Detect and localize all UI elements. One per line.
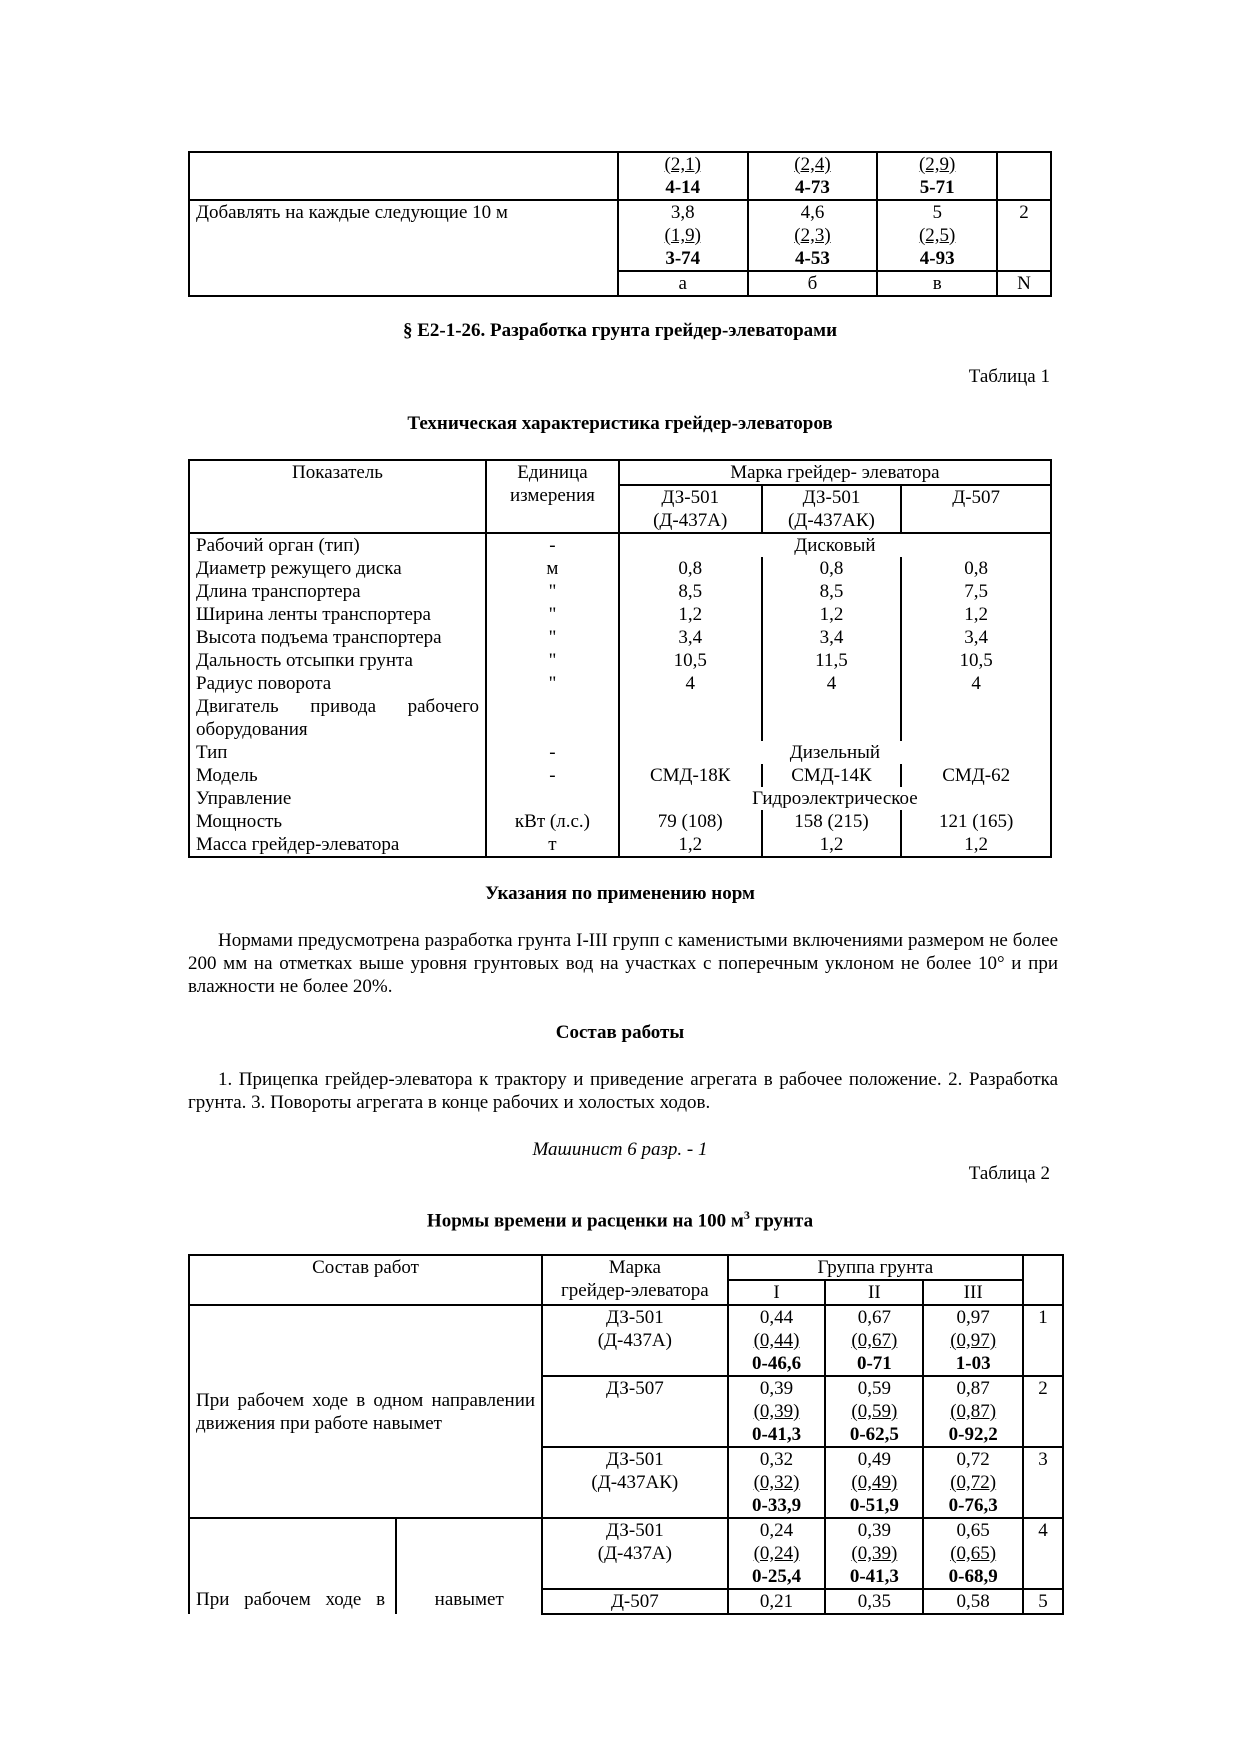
value-cell: 11,5: [762, 649, 902, 672]
table1-title: Техническая характеристика грейдер-элеваторов: [407, 413, 833, 434]
value-cell: 158 (215): [762, 810, 902, 833]
unit-cell: ": [486, 626, 619, 649]
header-brand: Марка грейдер- элеватора: [619, 460, 1051, 485]
param-cell: Модель: [189, 764, 486, 787]
brand-cell: ДЗ-501 (Д-437А): [542, 1518, 728, 1589]
param-cell: Мощность: [189, 810, 486, 833]
norm-cell: 0,44 (0,44) 0-46,6: [728, 1305, 826, 1376]
norm-cell: 0,58: [923, 1589, 1023, 1614]
param-cell: Рабочий орган (тип): [189, 533, 486, 557]
table-row: [189, 833, 1051, 857]
row-number: 1: [1023, 1305, 1063, 1376]
param-cell: Тип: [189, 741, 486, 764]
unit-cell: -: [486, 764, 619, 787]
brand-cell: Д-507: [542, 1589, 728, 1614]
norm-cell: 0,32 (0,32) 0-33,9: [728, 1447, 826, 1518]
unit-cell: ": [486, 580, 619, 603]
unit-cell: [486, 787, 619, 810]
unit-cell: [486, 695, 619, 741]
brand-cell: ДЗ-501 (Д-437АК): [542, 1447, 728, 1518]
value-cell: 8,5: [619, 580, 762, 603]
row-number: 5: [1023, 1589, 1063, 1614]
unit-cell: -: [486, 533, 619, 557]
value-cell: 0,8: [901, 557, 1051, 580]
guide-title: Указания по применению норм: [485, 883, 755, 904]
table-row: [189, 695, 1051, 741]
table-footer-row: а б в N: [189, 271, 1051, 296]
param-cell: Высота подъема транспортера: [189, 626, 486, 649]
value-cell: Дизельный: [619, 741, 1051, 764]
row-number: 4: [1023, 1518, 1063, 1589]
header-work: Состав работ: [189, 1255, 542, 1305]
value-cell: 1,2: [619, 603, 762, 626]
norm-cell: 0,87 (0,87) 0-92,2: [923, 1376, 1023, 1447]
table-row: Добавлять на каждые следующие 10 м 3,8 (1,9) 3-74 4,6 (2,3) 4-53 5 (2,5) 4-93 2: [189, 200, 1051, 271]
work-text: 1. Прицепка грейдер-элеватора к трактору и приведение агрегата в рабочее положение. 2. Разработка грунта. 3. Повороты агрегата в конце рабочих и холостых ходов.: [188, 1069, 1058, 1113]
param-cell: Радиус поворота: [189, 672, 486, 695]
param-cell: Диаметр режущего диска: [189, 557, 486, 580]
table-row: [189, 649, 1051, 672]
tech-spec-body: [189, 533, 1051, 857]
value-cell: 121 (165): [901, 810, 1051, 833]
value-cell: 1,2: [901, 833, 1051, 857]
header-brand: Марка грейдер-элеватора: [542, 1255, 728, 1305]
value-cell: 4: [901, 672, 1051, 695]
param-cell: Управление: [189, 787, 486, 810]
value-cell: СМД-18К: [619, 764, 762, 787]
norm-cell: 0,72 (0,72) 0-76,3: [923, 1447, 1023, 1518]
unit-cell: кВт (л.с.): [486, 810, 619, 833]
brand-cell: ДЗ-501 (Д-437А): [542, 1305, 728, 1376]
tech-spec-table: Показатель Единица измерения Марка грейдер- элеватора ДЗ-501 (Д-437А) ДЗ-501 (Д-437АК) Д-507 Рабочий орган (тип) - Дисковый Диаметр режущего диска м 0,8 0,8 0,8 Длина транспортера " 8,5 8,5 7,5 Ширина ленты транспортера " 1,2 1,2 1,2 Высота подъема транспортера " 3,4 3,4 3,4 Дальность отсыпки грунта " 10,5 11,5 10,5 Радиус поворота " 4 4 4 Двигатель привода рабочего оборудования Тип - Дизельный Модель - СМД-18К СМД-14К СМД-62 Управление Гидроэлектрическое Мощность кВт (л.с.) 79 (108) 158 (215) 121 (165) Масса грейдер-элеватора т 1,2 1,2 1,2: [188, 459, 1052, 858]
value-cell: Дисковый: [619, 533, 1051, 557]
table2-title: Нормы времени и расценки на 100 $м^3$ грунта: [426, 1208, 814, 1232]
norm-cell: 0,49 (0,49) 0-51,9: [825, 1447, 923, 1518]
header-param: Показатель: [189, 460, 486, 533]
norms-table: Состав работ Марка грейдер-элеватора Группа грунта I II III При рабочем ходе в одном направлении движения при работе навымет ДЗ-501 (Д-437А) 0,44 (0,44) 0-46,6 0,67 (0,67) 0-71 0,97 (0,97) 1-03 1 ДЗ-507 0,39 (0,39) 0-41,3 0,59 (0,59) 0-62,5 0,87 (0,87) 0-92,2 2 ДЗ-501 (Д-437АК) 0,32 (0,32) 0-33,9 0,49 (0,49) 0-51,9 0,72 (0,72) 0-76,3 3 При рабочем ходе в навымет ДЗ-501 (Д-437А) 0,24 (0,24) 0-25,4 0,39 (0,39) 0-41,3 0,65 (0,65) 0-68,9 4 Д-507 0,21 0,35 0,58 5: [188, 1254, 1064, 1615]
value-cell: 10,5: [901, 649, 1051, 672]
value-cell: 79 (108): [619, 810, 762, 833]
table-row: [189, 810, 1051, 833]
table-row: (2,1) 4-14 (2,4) 4-73 (2,9) 5-71: [189, 152, 1051, 200]
value-cell: СМД-62: [901, 764, 1051, 787]
value-cell: [901, 695, 1051, 741]
guide-text: Нормами предусмотрена разработка грунта I-III групп с каменистыми включениями размером не более 200 мм на отметках выше уровня грунтовых вод на участках с поперечным уклоном не более 10° и при влажности не более 20%.: [188, 930, 1058, 997]
value-cell: 1,2: [901, 603, 1051, 626]
section-title: § Е2-1-26. Разработка грунта грейдер-элеваторами: [402, 320, 838, 341]
value-cell: 3,4: [901, 626, 1051, 649]
table-row: [189, 626, 1051, 649]
top-table: [188, 151, 1052, 297]
norm-cell: 0,35: [825, 1589, 923, 1614]
norm-cell: 0,67 (0,67) 0-71: [825, 1305, 923, 1376]
value-cell: 4: [762, 672, 902, 695]
value-cell: [619, 695, 762, 741]
unit-cell: -: [486, 741, 619, 764]
value-cell: Гидроэлектрическое: [619, 787, 1051, 810]
norm-cell: 0,39 (0,39) 0-41,3: [825, 1518, 923, 1589]
param-cell: Дальность отсыпки грунта: [189, 649, 486, 672]
row-number: 2: [1023, 1376, 1063, 1447]
param-cell: Масса грейдер-элеватора: [189, 833, 486, 857]
table-row: [189, 557, 1051, 580]
work-label-partial: При рабочем ходе в: [196, 1589, 386, 1610]
brand-cell: ДЗ-507: [542, 1376, 728, 1447]
header-group: Группа грунта: [728, 1255, 1023, 1280]
value-cell: 0,8: [619, 557, 762, 580]
unit-cell: т: [486, 833, 619, 857]
row-number: 3: [1023, 1447, 1063, 1518]
unit-cell: м: [486, 557, 619, 580]
unit-cell: ": [486, 672, 619, 695]
norm-cell: 0,59 (0,59) 0-62,5: [825, 1376, 923, 1447]
value-cell: 3,4: [762, 626, 902, 649]
norm-cell: 0,39 (0,39) 0-41,3: [728, 1376, 826, 1447]
value-cell: 8,5: [762, 580, 902, 603]
value-cell: 1,2: [762, 833, 902, 857]
norm-cell: 0,97 (0,97) 1-03: [923, 1305, 1023, 1376]
work-title: Состав работы: [555, 1022, 685, 1043]
unit-cell: ": [486, 603, 619, 626]
value-cell: СМД-14К: [762, 764, 902, 787]
header-unit: Единица измерения: [486, 460, 619, 533]
value-cell: 10,5: [619, 649, 762, 672]
param-cell: Ширина ленты транспортера: [189, 603, 486, 626]
table2-label: Таблица 2: [968, 1163, 1050, 1184]
unit-cell: ": [486, 649, 619, 672]
work-label-partial-right: навымет: [434, 1589, 504, 1610]
param-cell: Длина транспортера: [189, 580, 486, 603]
table-row: [189, 580, 1051, 603]
value-cell: 1,2: [619, 833, 762, 857]
table-row: [189, 764, 1051, 787]
norm-cell: 0,24 (0,24) 0-25,4: [728, 1518, 826, 1589]
value-cell: 4: [619, 672, 762, 695]
table-row: [189, 787, 1051, 810]
value-cell: [762, 695, 902, 741]
value-cell: 1,2: [762, 603, 902, 626]
table-row: [189, 741, 1051, 764]
norm-cell: 0,65 (0,65) 0-68,9: [923, 1518, 1023, 1589]
crew: Машинист 6 разр. - 1: [532, 1139, 708, 1160]
value-cell: 0,8: [762, 557, 902, 580]
row-label: Добавлять на каждые следующие 10 м: [189, 200, 618, 271]
work-label-one-direction: При рабочем ходе в одном направлении движения при работе навымет: [189, 1305, 542, 1518]
table1-label: Таблица 1: [968, 366, 1050, 387]
table-row: [189, 672, 1051, 695]
table-row: [189, 533, 1051, 557]
value-cell: 7,5: [901, 580, 1051, 603]
param-cell: Двигатель привода рабочего оборудования: [189, 695, 486, 741]
norm-cell: 0,21: [728, 1589, 826, 1614]
table-row: [189, 603, 1051, 626]
value-cell: 3,4: [619, 626, 762, 649]
